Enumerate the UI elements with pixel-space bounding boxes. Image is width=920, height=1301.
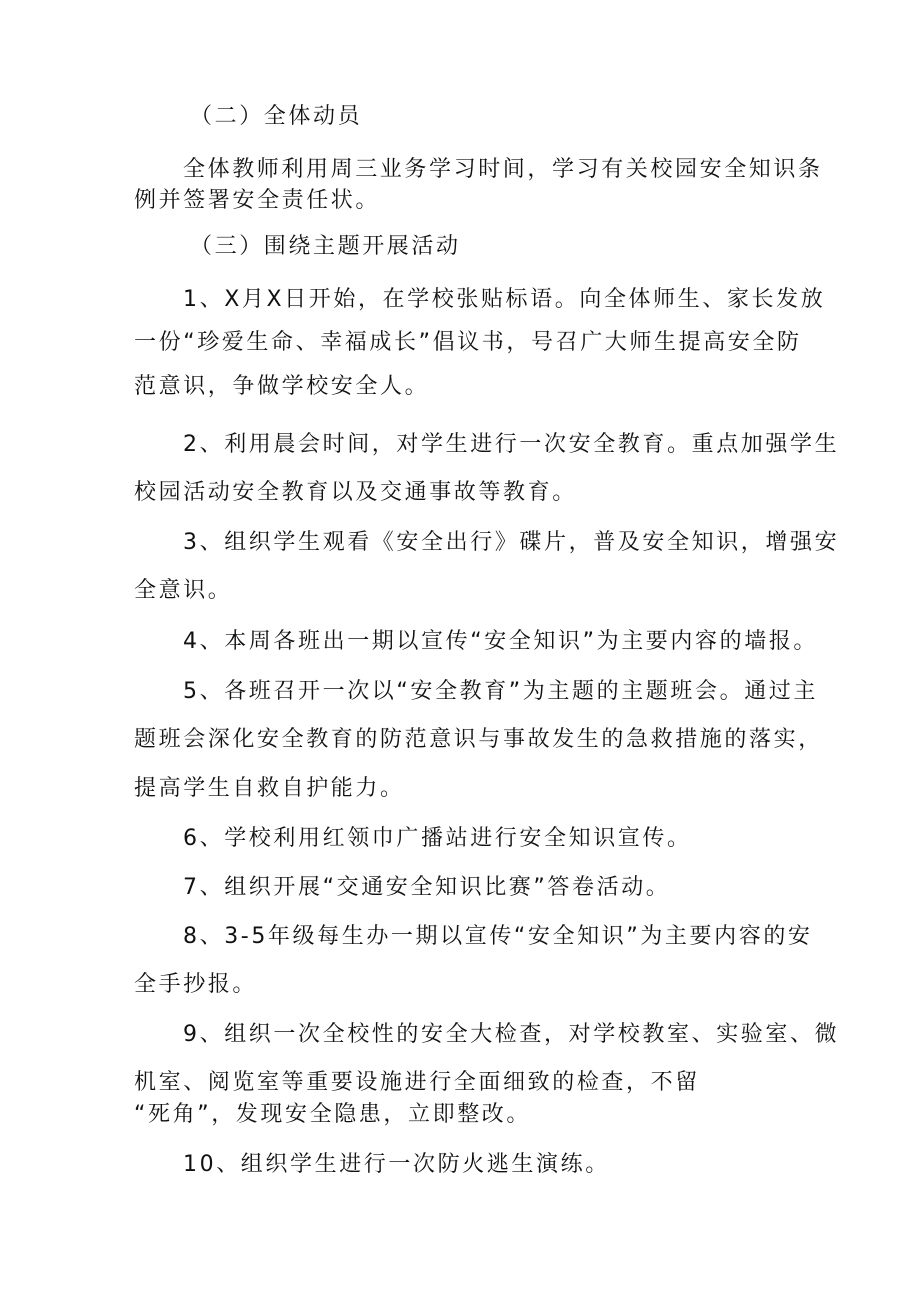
list-item-7-line: 7、组织开展“交通安全知识比赛”答卷活动。 [183, 875, 671, 900]
list-item-1-line: 一份“珍爱生命、幸福成长”倡议书，号召广大师生提高安全防 [134, 330, 802, 355]
list-item-2-line: 2、利用晨会时间，对学生进行一次安全教育。重点加强学生 [183, 432, 840, 457]
list-item-9-line: 机室、阅览室等重要设施进行全面细致的检查，不留 [134, 1070, 700, 1095]
paragraph-line: 例并签署安全责任状。 [134, 188, 381, 213]
list-item-9-line: “死角”，发现安全隐患，立即整改。 [134, 1102, 531, 1127]
list-item-8-line: 8、3-5年级每生办一期以宣传“安全知识”为主要内容的安 [183, 924, 813, 949]
list-item-4-line: 4、本周各班出一期以宣传“安全知识”为主要内容的墙报。 [183, 629, 818, 654]
list-item-3-line: 全意识。 [134, 578, 233, 603]
list-item-5-line: 提高学生自救自护能力。 [134, 776, 405, 801]
list-item-5-line: 5、各班召开一次以“安全教育”为主题的主题班会。通过主 [183, 679, 818, 704]
list-item-1-line: 范意识，争做学校安全人。 [134, 374, 430, 399]
list-item-1-line: 1、X月X日开始，在学校张贴标语。向全体师生、家长发放 [183, 287, 826, 312]
list-item-6-line: 6、学校利用红领巾广播站进行安全知识宣传。 [183, 826, 692, 851]
list-item-2-line: 校园活动安全教育以及交通事故等教育。 [134, 480, 577, 505]
section-heading-mobilization: （二）全体动员 [190, 104, 363, 129]
list-item-10-line: 10、组织学生进行一次防火逃生演练。 [183, 1152, 610, 1177]
paragraph-line: 全体教师利用周三业务学习时间，学习有关校园安全知识条 [183, 157, 823, 182]
list-item-3-line: 3、组织学生观看《安全出行》碟片，普及安全知识，增强安 [183, 530, 840, 555]
section-heading-activities: （三）围绕主题开展活动 [190, 234, 461, 259]
list-item-8-line: 全手抄报。 [134, 972, 258, 997]
list-item-5-line: 题班会深化安全教育的防范意识与事故发生的急救措施的落实， [134, 727, 823, 752]
list-item-9-line: 9、组织一次全校性的安全大检查，对学校教室、实验室、微 [183, 1022, 840, 1047]
